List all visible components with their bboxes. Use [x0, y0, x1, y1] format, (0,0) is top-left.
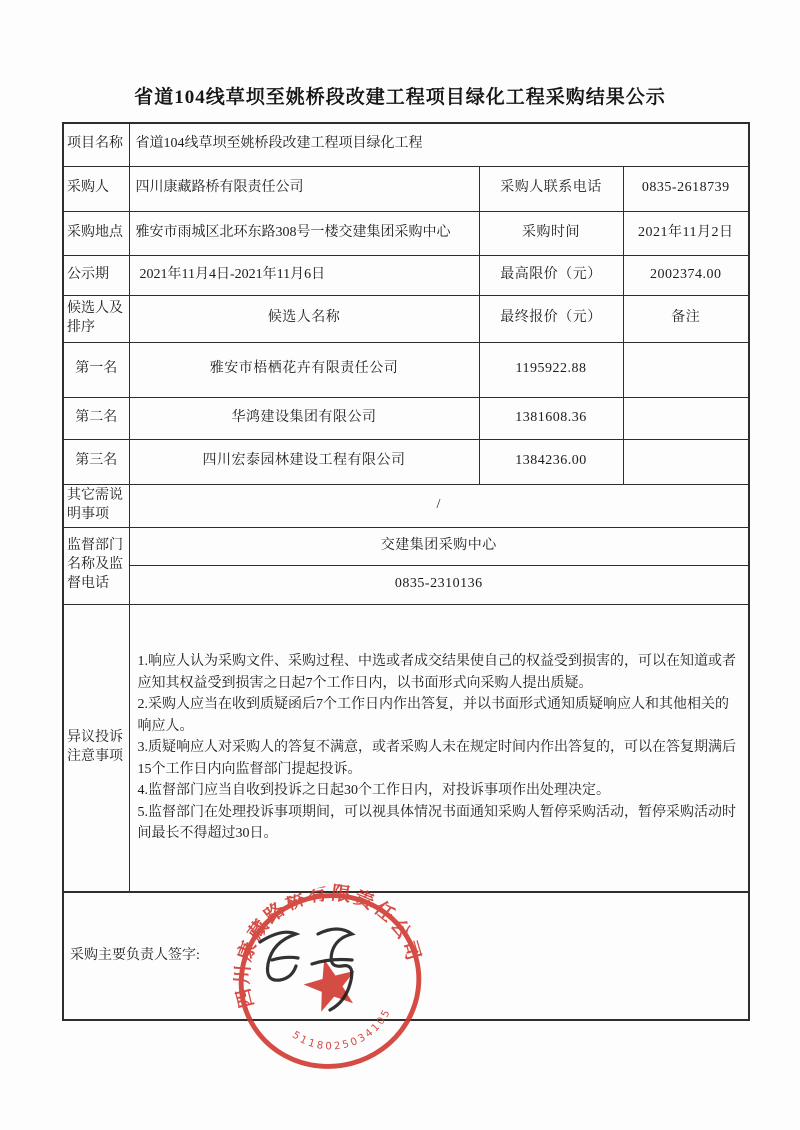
objection-label: 异议投诉注意事项 — [63, 604, 129, 892]
objection-item-4: 4.监督部门应当自收到投诉之日起30个工作日内，对投诉事项作出处理决定。 — [137, 783, 610, 798]
row-supervision-phone — [63, 565, 749, 604]
candidate-3-price: 1384236.00 — [479, 439, 623, 484]
supervision-phone-value: 0835-2310136 — [129, 565, 749, 604]
row-signature — [63, 892, 749, 1020]
max-price-label: 最高限价（元） — [479, 255, 623, 295]
location-label: 采购地点 — [63, 211, 129, 255]
row-candidate-header — [63, 295, 749, 342]
candidate-2-name: 华鸿建设集团有限公司 — [129, 397, 479, 439]
row-supervision-dept — [63, 527, 749, 565]
row-other-notes — [63, 484, 749, 527]
objection-item-5: 5.监督部门在处理投诉事项期间，可以视具体情况书面通知采购人暂停采购活动，暂停采购活动时间最长不得超过30日。 — [137, 804, 736, 841]
supervision-label: 监督部门名称及监督电话 — [63, 527, 129, 604]
objection-item-2: 2.采购人应当在收到质疑函后7个工作日内作出答复，并以书面形式通知质疑响应人和其他相关的响应人。 — [137, 697, 729, 734]
candidate-row-2 — [63, 397, 749, 439]
purchaser-phone-value: 0835-2618739 — [623, 166, 749, 211]
signature-cell — [63, 892, 749, 1020]
candidate-1-rank: 第一名 — [63, 342, 129, 397]
candidate-name-header: 候选人名称 — [129, 295, 479, 342]
row-publicity-period — [63, 255, 749, 295]
seal-number-text: 5118025034105 — [289, 1005, 394, 1053]
row-purchaser — [63, 166, 749, 211]
procurement-result-table — [62, 122, 750, 1021]
row-objection-notes — [63, 604, 749, 892]
project-name-value: 省道104线草坝至姚桥段改建工程项目绿化工程 — [129, 123, 749, 166]
candidate-1-name: 雅安市梧栖花卉有限责任公司 — [129, 342, 479, 397]
candidate-row-3 — [63, 439, 749, 484]
candidate-3-rank: 第三名 — [63, 439, 129, 484]
candidate-3-remark — [623, 439, 749, 484]
objection-text — [129, 604, 749, 892]
objection-item-3: 3.质疑响应人对采购人的答复不满意，或者采购人未在规定时间内作出答复的，可以在答复期满后15个工作日内向监督部门提起投诉。 — [137, 740, 736, 777]
other-notes-value: / — [129, 484, 749, 527]
purchase-time-value: 2021年11月2日 — [623, 211, 749, 255]
candidate-1-price: 1195922.88 — [479, 342, 623, 397]
purchaser-value: 四川康藏路桥有限责任公司 — [129, 166, 479, 211]
candidate-1-remark — [623, 342, 749, 397]
objection-item-1: 1.响应人认为采购文件、采购过程、中选或者成交结果使自己的权益受到损害的，可以在知道或者应知其权益受到损害之日起7个工作日内，以书面形式向采购人提出质疑。 — [137, 654, 736, 691]
purchaser-label: 采购人 — [63, 166, 129, 211]
publicity-label: 公示期 — [63, 255, 129, 295]
candidate-rank-header: 候选人及排序 — [63, 295, 129, 342]
candidate-row-1 — [63, 342, 749, 397]
signature-label: 采购主要负责人签字: — [70, 947, 200, 963]
row-project-name — [63, 123, 749, 166]
seal-company-text: 四川康藏路桥有限责任公司 — [232, 882, 425, 1010]
row-location — [63, 211, 749, 255]
max-price-value: 2002374.00 — [623, 255, 749, 295]
location-value: 雅安市雨城区北环东路308号一楼交建集团采购中心 — [129, 211, 479, 255]
other-notes-label: 其它需说明事项 — [63, 484, 129, 527]
candidate-price-header: 最终报价（元） — [479, 295, 623, 342]
publicity-value: 2021年11月4日-2021年11月6日 — [129, 255, 479, 295]
candidate-2-price: 1381608.36 — [479, 397, 623, 439]
candidate-3-name: 四川宏泰园林建设工程有限公司 — [129, 439, 479, 484]
candidate-2-rank: 第二名 — [63, 397, 129, 439]
candidate-2-remark — [623, 397, 749, 439]
purchaser-phone-label: 采购人联系电话 — [479, 166, 623, 211]
purchase-time-label: 采购时间 — [479, 211, 623, 255]
supervision-dept-value: 交建集团采购中心 — [129, 527, 749, 565]
project-name-label: 项目名称 — [63, 123, 129, 166]
candidate-remark-header: 备注 — [623, 295, 749, 342]
page-title: 省道104线草坝至姚桥段改建工程项目绿化工程采购结果公示 — [134, 87, 666, 108]
